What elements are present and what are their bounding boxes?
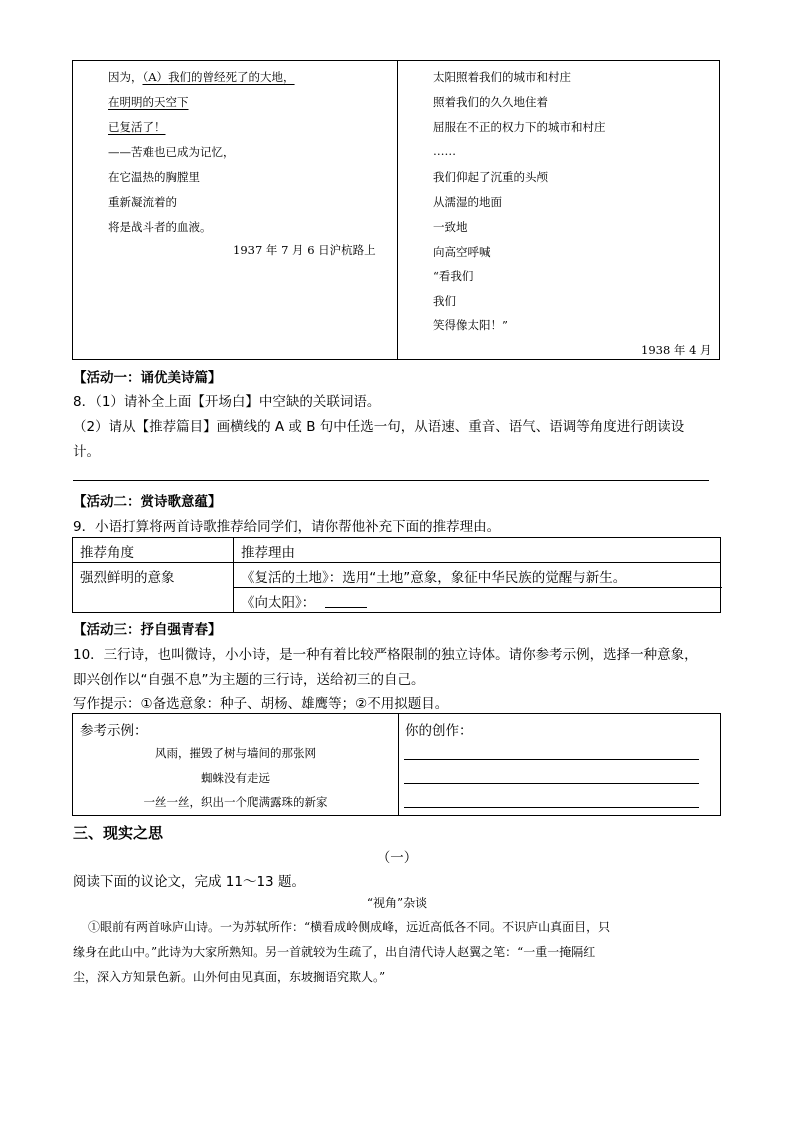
sub-heading: （一）	[376, 850, 418, 866]
your-creation-label: 你的创作：	[405, 723, 473, 739]
essay-paragraph-1: ①眼前有两首咏庐山诗。一为苏轼所作：“横看成岭侧成峰，远近高低各不同。不识庐山真面目，只	[88, 920, 611, 934]
writing-hint: 写作提示：①备选意象：种子、胡杨、雄鹰等；②不用拟题目。	[73, 696, 449, 712]
essay-title: “视角”杂谈	[366, 896, 428, 910]
question-8-2-cont: 计。	[73, 444, 100, 460]
underlined-sentence-a: （A）我们的曾经死了的大地，	[142, 70, 295, 84]
poem-right-line: 向高空呼喊	[433, 245, 491, 259]
creation-line-1[interactable]	[404, 759, 699, 760]
poem-left-line-5: 在它温热的胸膛里	[108, 170, 200, 184]
question-9: 9．小语打算将两首诗歌推荐给同学们，请你帮他补充下面的推荐理由。	[73, 519, 501, 535]
activity1-heading: 【活动一：诵优美诗篇】	[73, 370, 222, 386]
question-10: 10．三行诗，也叫微诗，小小诗，是一种有着比较严格限制的独立诗体。请你参考示例，选择一种意象，	[73, 647, 698, 663]
poem-right-line: 太阳照着我们的城市和村庄	[433, 70, 571, 84]
table-header-reason: 推荐理由	[241, 545, 295, 561]
activity3-heading: 【活动三：抒自强青春】	[73, 622, 222, 638]
question-10-cont: 即兴创作以“自强不息”为主题的三行诗，送给初三的自己。	[73, 672, 425, 688]
recommendation-table	[72, 537, 721, 613]
poem-table	[72, 60, 720, 360]
poem-left-date: 1937 年 7 月 6 日沪杭路上	[233, 243, 376, 257]
question-8-1: 8．（1）请补全上面【开场白】中空缺的关联词语。	[73, 394, 381, 410]
poem-right-line: ……	[433, 144, 456, 158]
table-cell-reason-1: 《复活的土地》：选用“土地”意象，象征中华民族的觉醒与新生。	[241, 570, 627, 586]
activity2-heading: 【活动二：赏诗歌意蕴】	[73, 494, 222, 510]
reason-answer-blank[interactable]	[325, 607, 367, 608]
poem-left-line-1: 因为，（A）我们的曾经死了的大地，	[108, 70, 295, 84]
example-line: 风雨，摧毁了树与墙间的那张网	[155, 746, 316, 760]
poem-right-line: 屈服在不正的权力下的城市和村庄	[433, 120, 606, 134]
poem-right-line: 从濡湿的地面	[433, 195, 502, 209]
poem-left-line-7: 将是战斗者的血液。	[108, 220, 212, 234]
table-rule	[233, 587, 722, 588]
example-line: 蜘蛛没有走远	[201, 771, 270, 785]
question-8-2: （2）请从【推荐篇目】画横线的 A 或 B 句中任选一句，从语速、重音、语气、语调等角度进行朗读设	[73, 419, 685, 435]
poem-right-line: 笑得像太阳！”	[433, 318, 508, 332]
poem-right-line: 照着我们的久久地住着	[433, 95, 548, 109]
example-line: 一丝一丝，织出一个爬满露珠的新家	[143, 795, 328, 809]
poem-right-line: 我们	[433, 294, 456, 308]
poem-right-line: “看我们	[433, 269, 474, 283]
creation-line-3[interactable]	[404, 807, 699, 808]
example-table	[72, 713, 721, 816]
poem-left-line-3: 已复活了！	[108, 120, 166, 134]
table-column-divider	[233, 538, 234, 612]
poem-left-line-6: 重新凝流着的	[108, 195, 177, 209]
creation-line-2[interactable]	[404, 783, 699, 784]
poem-right-date: 1938 年 4 月	[641, 343, 712, 357]
example-divider	[398, 714, 399, 815]
poem-divider	[397, 61, 398, 359]
table-cell-reason-2: 《向太阳》：	[241, 595, 316, 611]
essay-paragraph-1: 缘身在此山中。”此诗为大家所熟知。另一首就较为生疏了，出自清代诗人赵翼之笔：“一重一掩隔红	[73, 945, 596, 959]
essay-paragraph-1: 尘，深入方知景色新。山外何由见真面，东坡搁语究欺人。”	[73, 970, 386, 984]
table-header-angle: 推荐角度	[80, 545, 134, 561]
poem-right-line: 我们仰起了沉重的头颅	[433, 170, 548, 184]
answer-line[interactable]	[73, 480, 709, 481]
table-cell-angle: 强烈鲜明的意象	[80, 570, 175, 586]
reading-instruction: 阅读下面的议论文，完成 11～13 题。	[73, 874, 305, 890]
poem-left-line-2: 在明明的天空下	[108, 95, 189, 109]
example-label: 参考示例：	[80, 723, 148, 739]
poem-left-line-4: ——苦难也已成为记忆，	[108, 145, 235, 159]
section-3-heading: 三、现实之思	[73, 824, 164, 842]
table-rule	[73, 562, 720, 563]
poem-right-line: 一致地	[433, 220, 468, 234]
